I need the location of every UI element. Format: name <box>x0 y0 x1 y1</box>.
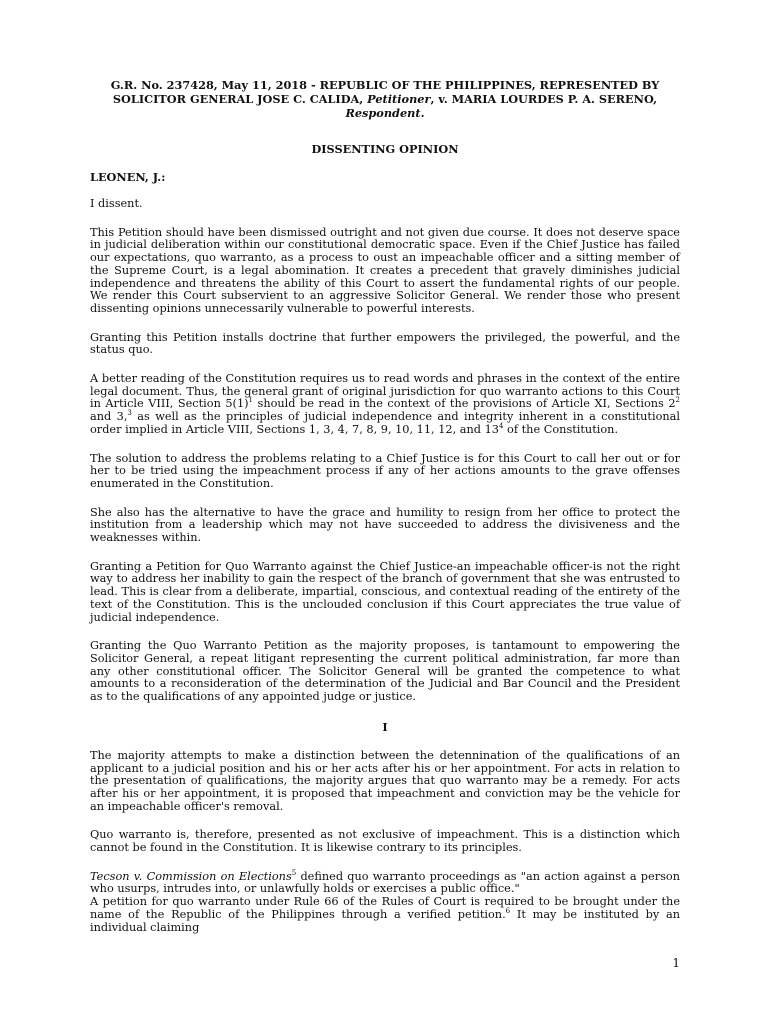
paragraph-8: Granting the Quo Warranto Petition as the majority proposes, is tantamount to empowering the Solicitor General, a repeat litigant representing the current political administration, far more than any other constitutional officer. The Solicitor General will be granted the competence to what amounts to a reconsideration of the determination of the Judicial and Bar Council and the President as to the qualifications of any appointed judge or justice. <box>90 639 680 704</box>
case-caption <box>90 78 680 120</box>
footnote-ref-3[interactable]: 3 <box>127 409 132 418</box>
author-line <box>90 170 680 184</box>
paragraph-4-text: and 3, <box>90 410 128 424</box>
footnote-ref-1[interactable]: 1 <box>248 396 254 405</box>
paragraph-9: The majority attempts to make a distinction between the detennination of the qualifications of an applicant to a judicial position and his or her acts after his or her appointment. For acts in relation to the presentation of qualifications, the majority argues that quo warranto may be a remedy. For acts after his or her appointment, it is proposed that impeachment and conviction may be the vehicle for an impeachable officer's removal. <box>90 748 680 813</box>
footnote-ref-6[interactable]: 6 <box>505 907 511 916</box>
paragraph-3: Granting this Petition installs doctrine that further empowers the privileged, the powerful, and the status quo. <box>90 330 680 357</box>
paragraph-5: The solution to address the problems relating to a Chief Justice is for this Court to call her out or for her to be tried using the impeachment process if any of her actions amounts to the grave offenses enumerated in the Constitution. <box>90 451 680 490</box>
case-versus: , v. MARIA LOURDES P. A. SERENO, <box>430 92 658 106</box>
paragraph-11 <box>90 868 680 896</box>
case-number: G.R. No. 237428, May 11, 2018 - REPUBLIC OF THE PHILIPPINES, REPRESENTED BY SOLICITOR GENERAL JOSE C. CALIDA, <box>110 78 660 106</box>
paragraph-11-text: defined quo warranto proceedings as "an action against a person who usurps, intrudes into, or unlawfully holds or exercises a public office." <box>90 869 680 896</box>
section-heading: I <box>382 719 388 734</box>
paragraph-4-text: should be read in the context of the provisions of Article XI, Sections 2 <box>253 397 676 411</box>
respondent-label: Respondent <box>345 106 421 120</box>
opinion-body <box>90 78 680 934</box>
paragraph-12-text: It may be instituted by an individual claiming <box>90 907 681 934</box>
paragraph-7: Granting a Petition for Quo Warranto against the Chief Justice-an impeachable officer-is not the right way to address her inability to gain the respect of the branch of government that she was entrusted to lead. This is clear from a deliberate, impartial, conscious, and contextual reading of the entirety of the text of the Constitution. This is the unclouded conclusion if this Court appreciates the true value of judicial independence. <box>90 559 680 624</box>
paragraph-6: She also has the alternative to have the grace and humility to resign from her office to protect the institution from a leadership which may not have succeeded to address the divisiveness and the weaknesses within. <box>90 505 680 545</box>
case-citation: Tecson v. Commission on Elections <box>90 869 292 883</box>
paragraph-4-text: as well as the principles of judicial independence and integrity inherent in a constitutional order implied in Article VIII, Sections 1, 3, 4, 7, 8, 9, 10, 11, 12, and 13 <box>90 410 680 436</box>
author-name: LEONEN, J.: <box>90 170 166 184</box>
caption-end: . <box>420 106 425 120</box>
footnote-ref-2[interactable]: 2 <box>675 396 680 405</box>
footnote-ref-5[interactable]: 5 <box>291 868 297 877</box>
paragraph-10: Quo warranto is, therefore, presented as not exclusive of impeachment. This is a distinction which cannot be found in the Constitution. It is likewise contrary to its principles. <box>90 828 680 855</box>
opinion-title: DISSENTING OPINION <box>311 142 459 156</box>
petitioner-label: Petitioner <box>367 92 431 106</box>
paragraph-1: I dissent. <box>90 197 143 210</box>
paragraph-2: This Petition should have been dismissed outright and not given due course. It does not deserve space in judicial deliberation within our constitutional democratic space. Even if the Chief Justice has failed our expectations, quo warranto, as a process to oust an impeachable officer and a sitting member of the Supreme Court, is a legal abomination. It creates a precedent that gravely diminishes judicial independence and threatens the ability of this Court to assert the fundamental rights of our people. We render this Court subservient to an aggressive Solicitor General. We render those who present dissenting opinions unnecessarily vulnerable to powerful interests. <box>90 225 680 315</box>
footnote-ref-4[interactable]: 4 <box>499 422 504 431</box>
page-number: 1 <box>672 956 680 970</box>
paragraph-4-text: of the Constitution. <box>503 422 619 436</box>
paragraph-12 <box>90 896 680 934</box>
paragraph-4 <box>90 373 680 437</box>
paragraph-12-text: A petition for quo warranto under Rule 66 of the Rules of Court is required to be brought under the name of the Republic of the Philippines through a verified petition. <box>90 895 680 921</box>
paragraph-4-text: A better reading of the Constitution requires us to read words and phrases in the context of the entire legal document. Thus, the general grant of original jurisdiction for quo warranto actions to this Court in Article VIII, Section 5(1) <box>90 372 680 411</box>
